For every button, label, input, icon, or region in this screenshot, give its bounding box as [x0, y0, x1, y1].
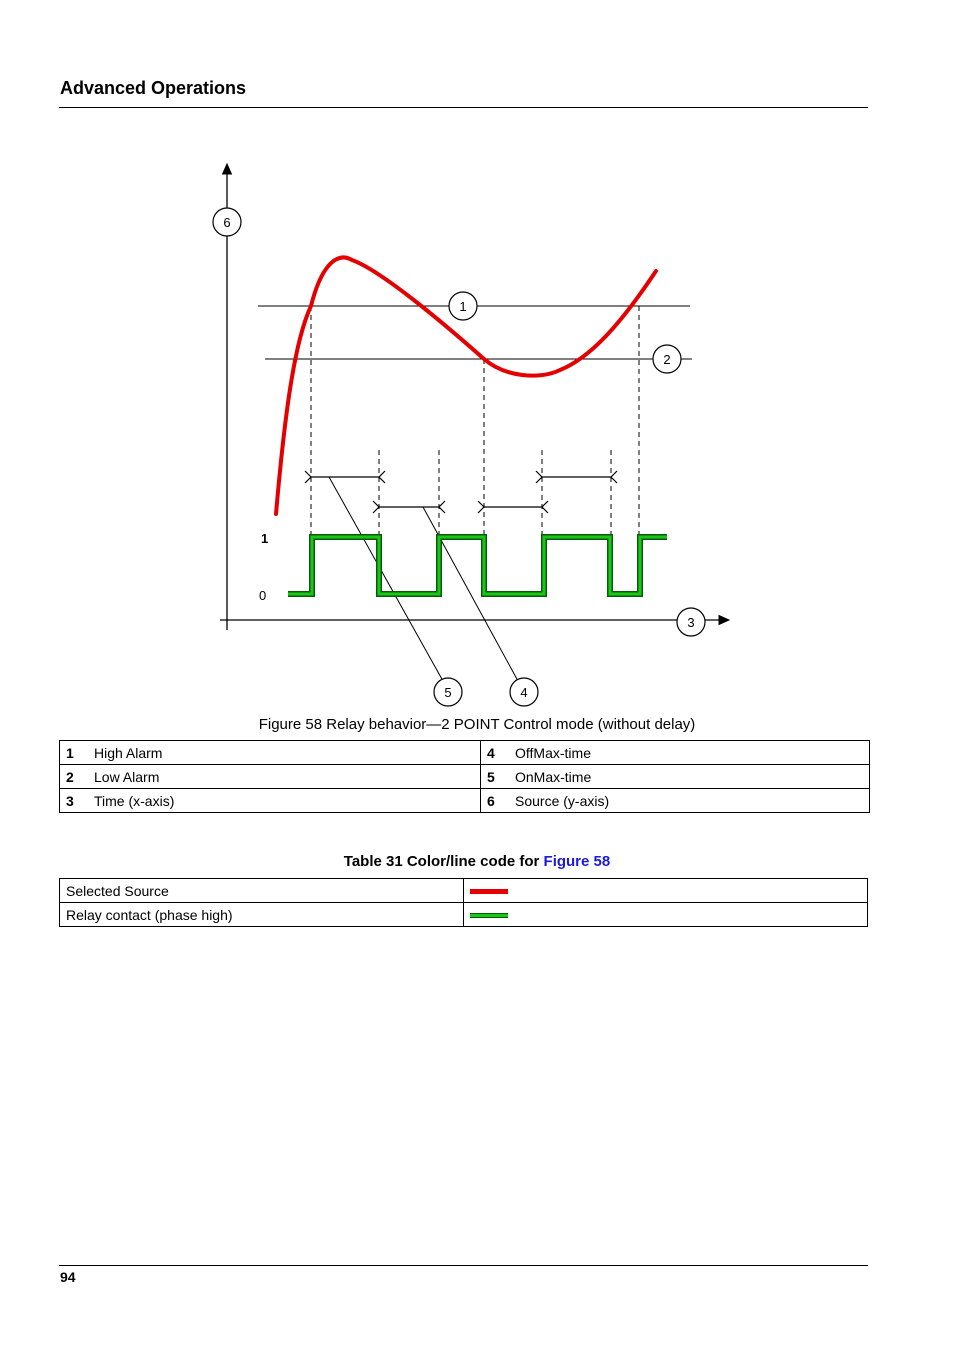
legend-number: 4: [487, 744, 495, 761]
page-number: 94: [60, 1269, 76, 1285]
svg-text:1: 1: [459, 299, 467, 314]
relay-contact-trace-fill: [288, 537, 667, 594]
legend-label: High Alarm: [94, 744, 163, 761]
svg-text:2: 2: [663, 352, 671, 367]
svg-text:6: 6: [223, 215, 231, 230]
figure-caption: Figure 58 Relay behavior—2 POINT Control mode (without delay): [258, 716, 696, 733]
legend-label: OnMax-time: [515, 768, 592, 785]
callout-3: [677, 608, 705, 636]
legend-number: 2: [66, 768, 74, 785]
legend-number: 5: [487, 768, 495, 785]
table-row: [60, 741, 870, 765]
callout-5: [434, 678, 462, 706]
color-code-table: [59, 878, 868, 927]
figure-legend-table: [59, 740, 870, 813]
red-line-swatch: [470, 889, 508, 894]
table-row: [60, 789, 870, 813]
callout-6: [213, 208, 241, 236]
svg-text:5: 5: [444, 685, 452, 700]
footer-divider: [59, 1265, 868, 1266]
table-row: [60, 903, 868, 927]
legend-label: OffMax-time: [515, 744, 591, 761]
legend-label: Low Alarm: [94, 768, 160, 785]
section-title: Advanced Operations: [60, 78, 247, 98]
green-line-swatch: [470, 913, 508, 918]
figure-58-link[interactable]: Figure 58: [543, 853, 611, 870]
legend-label: Source (y-axis): [515, 792, 610, 809]
table-31-title: [0, 853, 954, 870]
legend-number: 6: [487, 792, 495, 809]
table-row: [60, 879, 868, 903]
svg-text:3: 3: [687, 615, 695, 630]
table-31-title-text: Table 31 Color/line code for: [343, 853, 544, 870]
callout-4: [510, 678, 538, 706]
legend-number: 1: [66, 744, 74, 761]
color-code-label: Relay contact (phase high): [66, 906, 233, 923]
relay-behavior-diagram: [200, 155, 740, 715]
callout-2: [653, 345, 681, 373]
callout-1: [449, 292, 477, 320]
svg-text:4: 4: [520, 685, 528, 700]
table-row: [60, 765, 870, 789]
color-code-label: Selected Source: [66, 882, 169, 899]
interval-brackets: [305, 471, 617, 513]
level-low-label: 0: [259, 588, 267, 603]
level-high-label: 1: [261, 531, 269, 546]
legend-number: 3: [66, 792, 74, 809]
header-divider: [59, 107, 868, 108]
legend-label: Time (x-axis): [94, 792, 175, 809]
